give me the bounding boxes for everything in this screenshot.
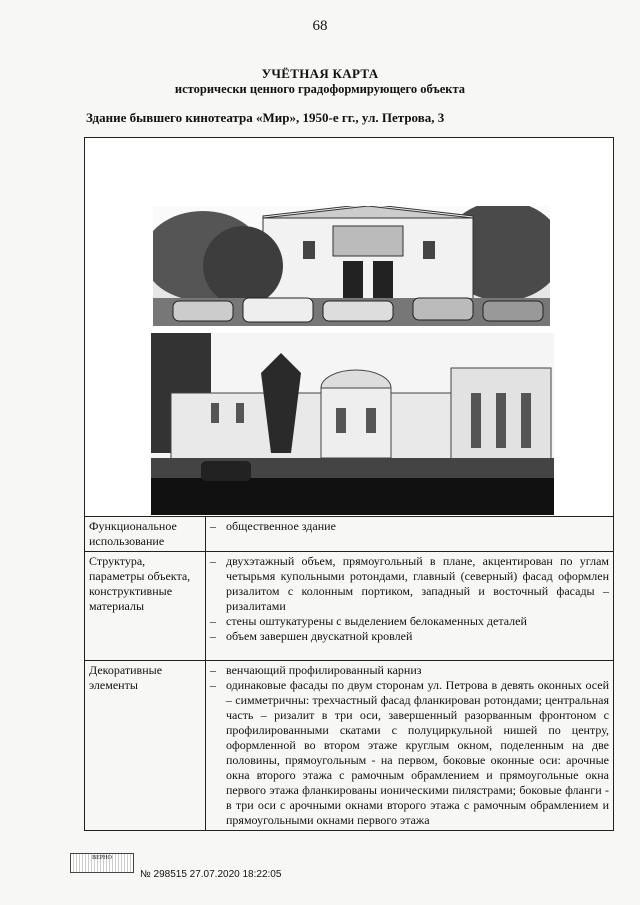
page-number: 68 bbox=[312, 18, 328, 34]
list-item: – общественное здание bbox=[210, 519, 609, 534]
document-subtitle: исторически ценного градоформирующего объекта bbox=[174, 82, 466, 96]
table-row bbox=[85, 517, 614, 552]
row-value-structure bbox=[206, 552, 614, 661]
document-footer-info: № 298515 27.07.2020 18:22:05 bbox=[140, 869, 282, 880]
document-title: УЧЁТНАЯ КАРТА bbox=[261, 66, 379, 81]
list-item: – объем завершен двускатной кровлей bbox=[210, 629, 609, 644]
photo-frame bbox=[84, 137, 614, 517]
row-label-structure: Структура, параметры объекта, конструктивные материалы bbox=[85, 552, 206, 661]
info-table bbox=[84, 516, 614, 831]
certification-stamp: ВЕРНО bbox=[70, 853, 134, 873]
list-item: – одинаковые фасады по двум сторонам ул. Петрова в девять оконных осей – симметричны: трехчастный фасад фланкирован ротондами; центральная часть – ризалит в три оси, завершенный разорванным фронтоном с профилированными скатами с полуциркульной нишей по центру, оформленной во втором этаже круглым окном, поделенным на две половины, прямоугольным - на первом, боковые оконные оси: арочные окна второго этажа с рамочным обрамлением и прямоугольные окна первого этажа фланкированы ионическими пилястрами; боковые фланги - в три оси с арочными окнами второго этажа с рамочным обрамлением и прямоугольными окнами первого этажа bbox=[210, 678, 609, 828]
list-item: – стены оштукатурены с выделением белокаменных деталей bbox=[210, 614, 609, 629]
row-label-decor: Декоративные элементы bbox=[85, 661, 206, 831]
row-value-function bbox=[206, 517, 614, 552]
building-photo-front bbox=[153, 206, 550, 326]
row-value-decor bbox=[206, 661, 614, 831]
row-label-function: Функциональное использование bbox=[85, 517, 206, 552]
list-item: – венчающий профилированный карниз bbox=[210, 663, 609, 678]
object-name: Здание бывшего кинотеатра «Мир», 1950-е гг., ул. Петрова, 3 bbox=[86, 110, 445, 125]
table-row bbox=[85, 661, 614, 831]
table-row bbox=[85, 552, 614, 661]
building-photo-side bbox=[151, 333, 554, 515]
list-item: – двухэтажный объем, прямоугольный в плане, акцентирован по углам четырьмя купольными ротондами, главный (северный) фасад оформлен ризалитом с колонным портиком, западный и восточный фасады – ризалитами bbox=[210, 554, 609, 614]
